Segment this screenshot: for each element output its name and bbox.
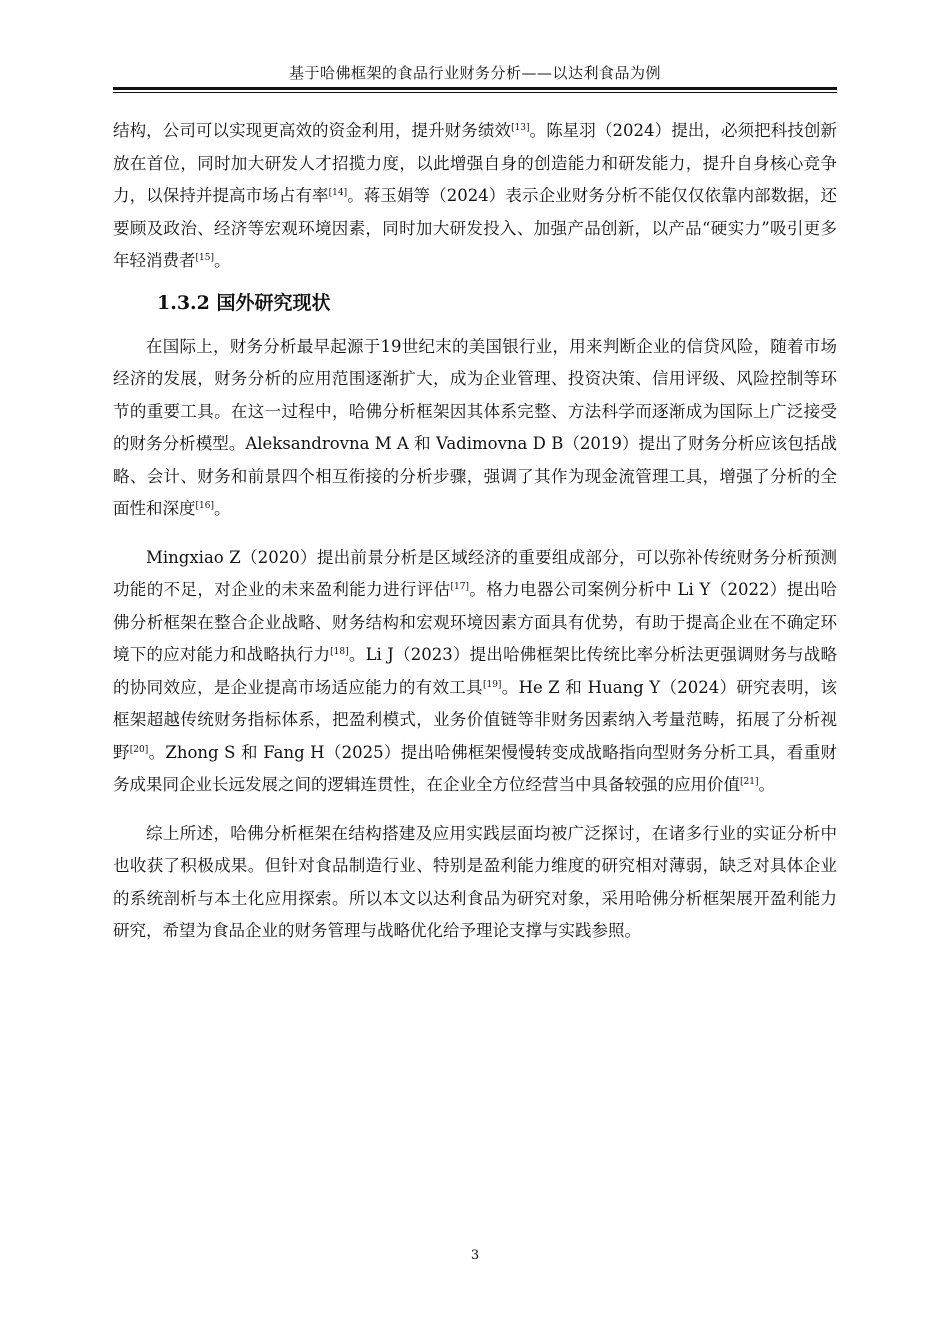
paragraph-literature-review [113, 542, 837, 802]
text-run: 。He Z 和 Huang Y（2024）研究表明，该框架超越传统财务指标体系，把盈利模式，业务价值链等非财务因素纳入考量范畴，拓展了分析视野 [113, 677, 838, 762]
paragraph-international-origins [113, 331, 837, 526]
text-run: 。 [213, 251, 231, 270]
text-run: 。蒋玉娟等（2024）表示企业财务分析不能仅仅依靠内部数据，还要顾及政治、经济等宏观环境因素，同时加大研发投入、加强产品创新，以产品“硬实力”吸引更多年轻消费者 [113, 186, 838, 270]
running-header: 基于哈佛框架的食品行业财务分析——以达利食品为例 [288, 64, 661, 82]
citation: [21] [740, 777, 759, 787]
citation: [17] [450, 582, 469, 592]
citation: [18] [330, 647, 349, 657]
citation: [16] [195, 501, 214, 511]
text-run: 。Li J（2023）提出哈佛框架比传统比率分析法更强调财务与战略的协同效应，是企业提高市场适应能力的有效工具 [113, 645, 837, 697]
text-run: Mingxiao Z（2020）提出前景分析是区域经济的重要组成部分，可以弥补传统财务分析预测功能的不足，对企业的未来盈利能力进行评估 [113, 547, 837, 599]
text-run: 。格力电器公司案例分析中 Li Y（2022）提出哈佛分析框架在整合企业战略、财务结构和宏观环境因素方面具有优势，有助于提高企业在不确定环境下的应对能力和战略执行力 [113, 580, 837, 664]
text-run: 综上所述，哈佛分析框架在结构搭建及应用实践层面均被广泛探讨，在诸多行业的实证分析中也收获了积极成果。但针对食品制造行业、特别是盈利能力维度的研究相对薄弱，缺乏对具体企业的系统剖析与本土化应用探索。所以本文以达利食品为研究对象，采用哈佛分析框架展开盈利能力研究，希望为食品企业的财务管理与战略优化给予理论支撑与实践参照。 [113, 823, 837, 940]
text-run: 结构，公司可以实现更高效的资金利用，提升财务绩效 [113, 121, 512, 140]
header-rule-thick [113, 87, 837, 90]
paragraph-continuation [113, 115, 837, 278]
citation: [20] [129, 744, 149, 755]
text-run: 。 [213, 499, 231, 518]
citation: [19] [482, 679, 502, 690]
text-run: 。陈星羽（2024）提出，必须把科技创新放在首位，同时加大研发人才招揽力度，以此增强自身的创造能力和研发能力，提升自身核心竞争力，以保持并提高市场占有率 [113, 121, 837, 205]
citation: [14] [328, 188, 348, 198]
paragraph-summary [113, 818, 837, 948]
text-run: 。 [758, 775, 775, 794]
section-heading: 1.3.2 国外研究现状 [157, 291, 331, 314]
header-rule-thin [113, 92, 837, 93]
text-run: 。Zhong S 和 Fang H（2025）提出哈佛框架慢慢转变成战略指向型财务分析工具，看重财务成果同企业长远发展之间的逻辑连贯性，在企业全方位经营当中具备较强的应用价值 [113, 742, 838, 794]
body-text [113, 115, 837, 948]
page-number: 3 [470, 1248, 480, 1263]
citation: [15] [195, 253, 214, 263]
citation: [13] [511, 123, 530, 133]
text-run: 在国际上，财务分析最早起源于19世纪末的美国银行业，用来判断企业的信贷风险，随着市场经济的发展，财务分析的应用范围逐渐扩大，成为企业管理、投资决策、信用评级、风险控制等环节的重要工具。在这一过程中，哈佛分析框架因其体系完整、方法科学而逐渐成为国际上广泛接受的财务分析模型。Aleksandrovna M A 和 Vadimovna D B（2019）提出了财务分析应该包括战略、会计、财务和前景四个相互衔接的分析步骤，强调了其作为现金流管理工具，增强了分析的全面性和深度 [113, 336, 837, 518]
